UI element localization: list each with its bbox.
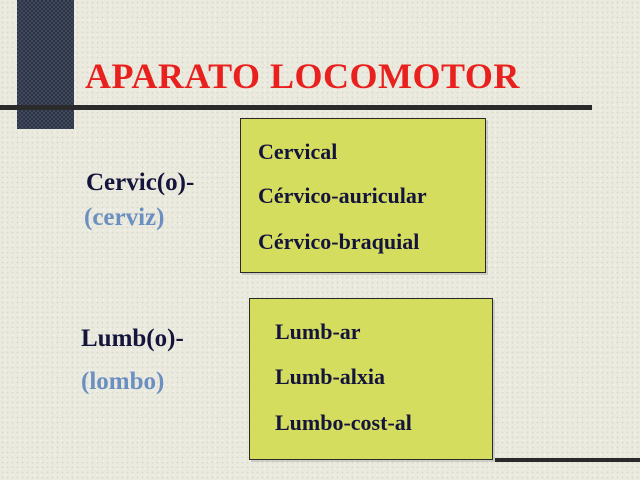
terms-box-cervico [240,118,486,273]
term-cervical: Cervical [258,139,338,164]
term-lumbo-cost-al: Lumbo-cost-al [275,410,412,435]
root-lumbo: Lumb(o)- [81,325,184,352]
footer-divider [495,458,640,462]
terms-box-lumbo [249,298,493,460]
gloss-cerviz: (cerviz) [84,204,165,231]
gloss-lombo: (lombo) [81,368,165,395]
title-divider [0,105,592,110]
term-cervico-auricular: Cérvico-auricular [258,183,427,208]
term-cervico-braquial: Cérvico-braquial [258,229,420,254]
slide-title: APARATO LOCOMOTOR [85,56,520,96]
term-lumb-ar: Lumb-ar [275,319,361,344]
root-cervico: Cervic(o)- [86,169,195,196]
term-lumb-alxia: Lumb-alxia [275,364,386,389]
